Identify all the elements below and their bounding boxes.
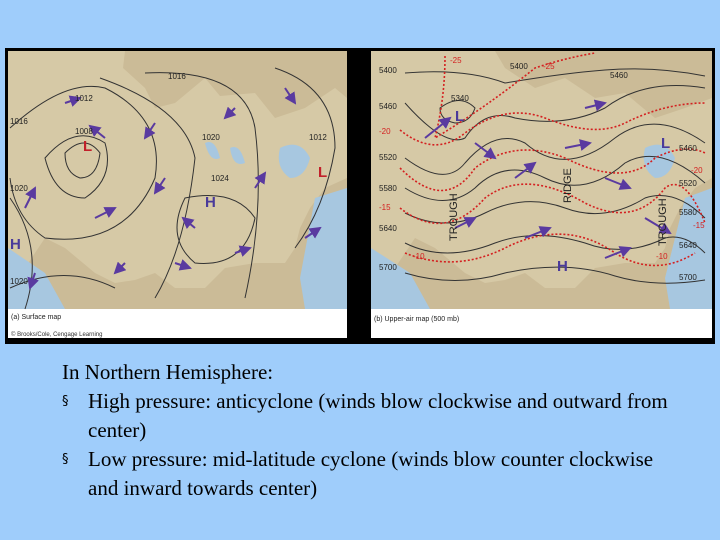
isobar-label: 1008 — [75, 127, 93, 136]
height-label: 5400 — [379, 66, 397, 75]
bullet-text: Low pressure: mid-latitude cyclone (winds blow counter clockwise and inward towards center) — [88, 447, 654, 500]
height-label: 5580 — [379, 184, 397, 193]
copyright-credit: © Brooks/Cole, Cengage Learning — [11, 332, 103, 338]
height-label: 5340 — [451, 94, 469, 103]
temperature-label: -25 — [543, 62, 555, 71]
temperature-label: -10 — [656, 252, 668, 261]
ridge-label: RIDGE — [562, 168, 574, 203]
explanation-text — [62, 358, 702, 503]
low-center: L — [455, 108, 465, 125]
isobar-label: 1016 — [10, 117, 28, 126]
temperature-label: -25 — [450, 56, 462, 65]
height-label: 5460 — [610, 71, 628, 80]
height-label: 5520 — [379, 153, 397, 162]
isobar-label: 1024 — [211, 174, 229, 183]
isobar-label: 1020 — [10, 184, 28, 193]
bullet-low-pressure — [62, 445, 702, 503]
isobar-label: 1020 — [10, 277, 28, 286]
height-label: 5520 — [679, 179, 697, 188]
high-pressure-center: H — [205, 194, 216, 211]
height-label: 5640 — [679, 241, 697, 250]
weather-maps-svg — [5, 48, 715, 344]
isobar-label: 1020 — [202, 133, 220, 142]
trough-label: TROUGH — [657, 198, 669, 246]
height-label: 5700 — [379, 263, 397, 272]
low-pressure-center: L — [83, 138, 93, 155]
weather-maps-figure — [5, 48, 715, 344]
isobar-label: 1012 — [309, 133, 327, 142]
upper-air-map-caption: (b) Upper-air map (500 mb) — [374, 316, 460, 323]
upper-air-map-panel — [371, 51, 712, 338]
height-label: 5640 — [379, 224, 397, 233]
low-center: L — [661, 135, 671, 152]
bullet-text: High pressure: anticyclone (winds blow clockwise and outward from center) — [88, 389, 668, 442]
temperature-label: -20 — [691, 166, 703, 175]
height-label: 5460 — [679, 144, 697, 153]
height-label: 5400 — [510, 62, 528, 71]
bullet-high-pressure — [62, 387, 702, 445]
trough-label: TROUGH — [448, 193, 460, 241]
bullet-icon: § — [62, 452, 69, 467]
bullet-icon: § — [62, 394, 69, 409]
height-label: 5580 — [679, 208, 697, 217]
heading: In Northern Hemisphere: — [62, 360, 274, 384]
surface-map-panel — [8, 51, 347, 338]
isobar-label: 1012 — [75, 94, 93, 103]
height-label: 5700 — [679, 273, 697, 282]
temperature-label: -15 — [379, 203, 391, 212]
low-pressure-center: L — [318, 164, 328, 181]
height-label: 5460 — [379, 102, 397, 111]
temperature-label: -15 — [693, 221, 705, 230]
high-pressure-center: H — [10, 236, 21, 253]
isobar-label: 1016 — [168, 72, 186, 81]
high-center: H — [557, 258, 568, 275]
temperature-label: -10 — [413, 252, 425, 261]
temperature-label: -20 — [379, 127, 391, 136]
surface-map-caption: (a) Surface map — [11, 314, 62, 321]
